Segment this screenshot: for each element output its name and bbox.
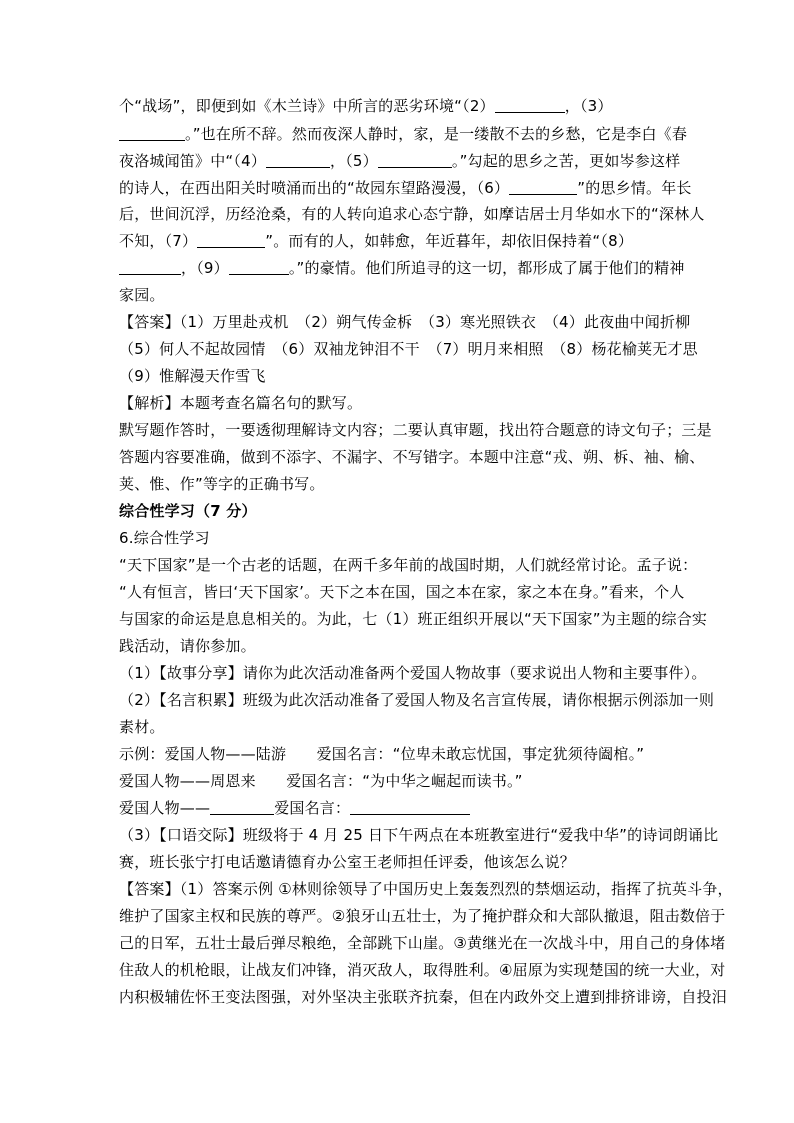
answer-line: （9）惟解漫天作雪飞 — [119, 367, 266, 385]
text-segment: 。”也在所不辞。然而夜深人静时，家，是一缕散不去的乡愁，它是李白《春 — [185, 125, 688, 143]
answer-line: 【答案】（1）万里赴戎机 （2）朔气传金柝 （3）寒光照铁衣 （4）此夜曲中闻折柳 — [119, 313, 691, 331]
text-line: “人有恒言，皆曰‘天下国家’。天下之本在国，国之本在家，家之本在身。”看来，个人 — [119, 583, 685, 601]
text-line: 答题内容要准确，做到不添字、不漏字、不写错字。本题中注意“戎、朔、柝、袖、榆、 — [119, 448, 705, 466]
text-line: 素材。 — [119, 718, 165, 736]
answer-blank — [378, 153, 452, 168]
text-line — [119, 258, 685, 278]
text-line — [119, 798, 470, 818]
text-line — [119, 231, 633, 251]
text-line — [119, 178, 692, 198]
answer-line: 住敌人的机枪眼，让战友们冲锋，消灭敌人，取得胜利。④屈原为实现楚国的统一大业，对 — [119, 961, 726, 979]
answer-line: 维护了国家主权和民族的尊严。②狼牙山五壮士，为了掩护群众和大部队撤退，阻击数倍于 — [119, 907, 726, 925]
text-segment: 个“战场”，即便到如《木兰诗》中所言的恶劣环境“（2） — [119, 97, 495, 115]
text-line — [119, 151, 680, 171]
text-segment: 夜洛城闻笛》中“（4） — [119, 152, 267, 170]
text-segment: 爱国名言： — [274, 799, 351, 817]
answer-line: 【答案】（1）答案示例 ①林则徐领导了中国历史上轰轰烈烈的禁烟运动，指挥了抗英斗争， — [119, 880, 733, 898]
answer-blank — [266, 153, 330, 168]
answer-blank — [495, 98, 565, 113]
section-heading: 综合性学习（7 分） — [119, 502, 257, 520]
text-line: 与国家的命运是息息相关的。为此，七（1）班正组织开展以“天下国家”为主题的综合实 — [119, 610, 708, 628]
text-line: （1）【故事分享】请你为此次活动准备两个爱国人物故事（要求说出人物和主要事件）。 — [119, 664, 707, 682]
text-line: 赛，班长张宁打电话邀请德育办公室王老师担任评委，他该怎么说？ — [119, 853, 576, 871]
text-line: 爱国人物——周恩来 爱国名言：“为中华之崛起而读书。” — [119, 772, 523, 790]
text-line: 示例：爱国人物——陆游 爱国名言：“位卑未敢忘忧国，事定犹须待阖棺。” — [119, 745, 645, 763]
text-segment: ，（9） — [181, 259, 229, 277]
answer-line: （5）何人不起故园情 （6）双袖龙钟泪不干 （7）明月来相照 （8）杨花榆荚无才思 — [119, 340, 698, 358]
text-segment: 。”的豪情。他们所追寻的这一切，都形成了属于他们的精神 — [288, 259, 685, 277]
text-line: （2）【名言积累】班级为此次活动准备了爱国人物及名言宣传展，请你根据示例添加一则 — [119, 691, 715, 709]
answer-blank — [119, 260, 181, 275]
answer-blank — [210, 800, 274, 815]
text-line: “天下国家”是一个古老的话题，在两千多年前的战国时期，人们就经常讨论。孟子说： — [119, 556, 698, 574]
text-line: 践活动，请你参加。 — [119, 637, 256, 655]
text-line: 家园。 — [119, 286, 165, 304]
text-line: 荚、惟、作”等字的正确书写。 — [119, 475, 325, 493]
answer-blank — [197, 233, 265, 248]
answer-blank — [229, 260, 289, 275]
answer-line: 己的日军，五壮士最后弹尽粮绝，全部跳下山崖。③黄继光在一次战斗中，用自己的身体堵 — [119, 934, 726, 952]
text-segment: 。”勾起的思乡之苦，更如岑参这样 — [451, 152, 681, 170]
text-line: 默写题作答时，一要透彻理解诗文内容；二要认真审题，找出符合题意的诗文句子；三是 — [119, 421, 712, 439]
text-line — [119, 96, 613, 116]
answer-blank — [119, 126, 185, 141]
text-segment: 的诗人，在西出阳关时喷涌而出的“故园东望路漫漫，（6） — [119, 179, 510, 197]
text-segment: ，（3） — [564, 97, 613, 115]
text-segment: ”。而有的人，如韩愈，年近暮年，却依旧保持着“（8） — [265, 232, 634, 250]
text-segment: ，（5） — [330, 152, 378, 170]
text-line: （3）【口语交际】班级将于 4 月 25 日下午两点在本班教室进行“爱我中华”的诗词朗诵比 — [119, 826, 719, 844]
text-segment: ”的思乡情。年长 — [577, 179, 692, 197]
answer-line: 内积极辅佐怀王变法图强，对外坚决主张联齐抗秦，但在内政外交上遭到排挤诽谤，自投汨 — [119, 988, 728, 1006]
text-line: 后，世间沉浮，历经沧桑，有的人转向追求心态宁静，如摩诘居士月华如水下的“深林人 — [119, 205, 705, 223]
answer-blank — [350, 800, 470, 815]
text-line — [119, 124, 687, 144]
text-segment: 爱国人物—— — [119, 799, 211, 817]
question-title: 6.综合性学习 — [119, 529, 210, 547]
answer-blank — [509, 180, 577, 195]
text-segment: 不知，（7） — [119, 232, 198, 250]
analysis-line: 【解析】本题考查名篇名句的默写。 — [119, 394, 363, 412]
